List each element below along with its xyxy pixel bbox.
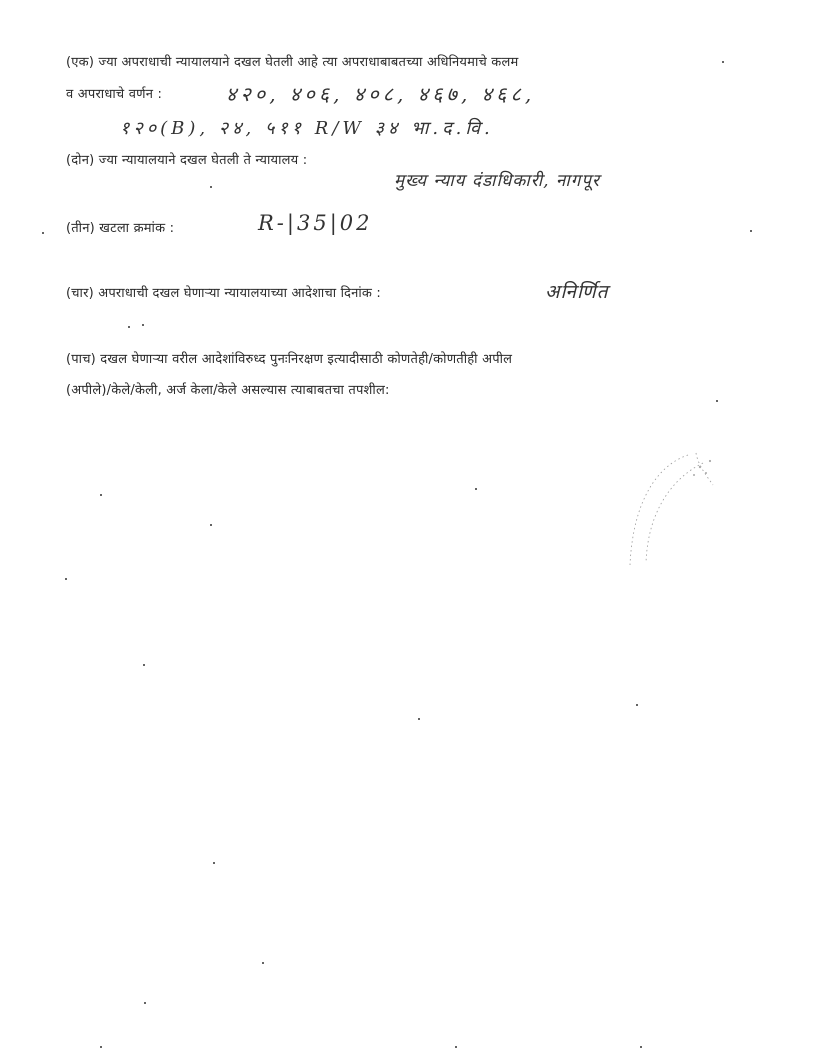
scan-speck: [475, 488, 477, 490]
item1-heading: (एक) ज्या अपराधाची न्यायालयाने दखल घेतली आहे त्या अपराधाबाबतच्या अधिनियमाचे कलम: [66, 55, 519, 70]
item1-description-label: व अपराधाचे वर्णन :: [66, 87, 163, 102]
scan-speck: [722, 61, 724, 63]
scan-speck: [213, 862, 215, 864]
scan-speck: [143, 664, 145, 666]
handwritten-case-number: R-|35|02: [258, 211, 373, 235]
scan-speck: [640, 1046, 642, 1048]
scan-speck: [100, 1046, 102, 1048]
scan-speck: [128, 326, 130, 328]
scan-speck: [455, 1046, 457, 1048]
faint-stamp-mark: [618, 445, 728, 575]
item5-heading: (पाच) दखल घेणाऱ्या वरील आदेशांविरुध्द पुनःनिरक्षण इत्यादीसाठी कोणतेही/कोणतीही अपील: [66, 352, 513, 367]
item2-heading: (दोन) ज्या न्यायालयाने दखल घेतली ते न्यायालय :: [66, 153, 308, 168]
handwritten-court-name: मुख्य न्याय दंडाधिकारी, नागपूर: [394, 171, 600, 191]
scan-speck: [636, 704, 638, 706]
scan-speck: [210, 186, 212, 188]
scan-speck: [716, 400, 718, 402]
scan-speck: [142, 324, 144, 326]
item5-details-label: (अपीले)/केले/केली, अर्ज केला/केले असल्यास त्याबाबतचा तपशील:: [66, 383, 390, 398]
scan-speck: [750, 230, 752, 232]
scan-speck: [144, 1002, 146, 1004]
item4-heading: (चार) अपराधाची दखल घेणाऱ्या न्यायालयाच्या आदेशाचा दिनांक :: [66, 286, 381, 301]
scan-speck: [418, 718, 420, 720]
scan-speck: [42, 232, 44, 234]
handwritten-sections-line1: ४२०, ४०६, ४०८, ४६७, ४६८,: [226, 82, 536, 106]
scan-speck: [210, 524, 212, 526]
scan-speck: [100, 494, 102, 496]
item3-heading: (तीन) खटला क्रमांक :: [66, 221, 175, 236]
scan-speck: [262, 962, 264, 964]
handwritten-order-date: अनिर्णित: [545, 281, 609, 303]
scan-speck: [65, 578, 67, 580]
handwritten-sections-line2: १२०(B), २४, ५११ R/W ३४ भा.द.वि.: [120, 118, 494, 139]
